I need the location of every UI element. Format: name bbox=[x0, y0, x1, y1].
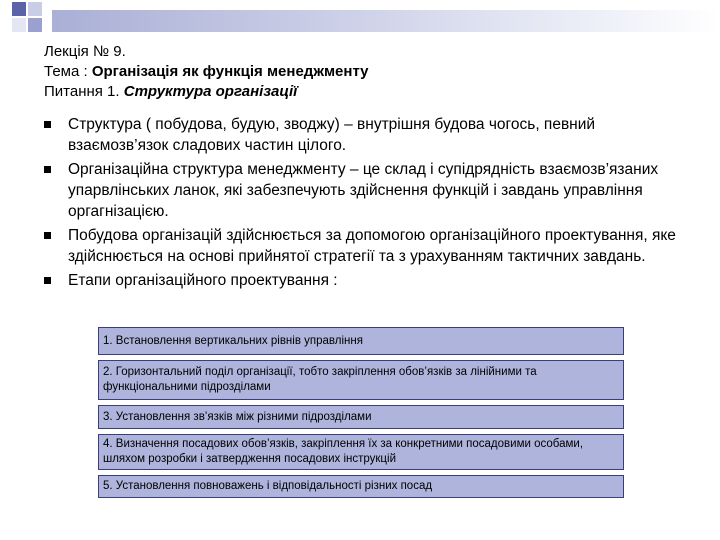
bullet-item bbox=[44, 225, 684, 267]
bullet-item bbox=[44, 159, 684, 222]
stage-box-3: 3. Установлення зв’язків між різними підрозділами bbox=[98, 405, 624, 429]
square-bullet-icon bbox=[44, 232, 51, 239]
stage-box-4: 4. Визначення посадових обов’язків, закріплення їх за конкретними посадовими особами, шляхом розробки і затвердження посадових інструкцій bbox=[98, 434, 624, 470]
square-bullet-icon bbox=[44, 121, 51, 128]
deco-gradient-bar bbox=[52, 10, 720, 32]
decorative-header-squares bbox=[0, 0, 720, 40]
square-bullet-icon bbox=[44, 277, 51, 284]
slide-header bbox=[44, 42, 369, 102]
bullet-item bbox=[44, 270, 684, 291]
bullet-text: Організаційна структура менеджменту – це склад і супідрядність взаємозв’язаних упарвлінських ланок, які забезпечують здійснення функцій і завдань управління оргагнізацією. bbox=[68, 161, 659, 220]
deco-square bbox=[12, 18, 26, 32]
square-bullet-icon bbox=[44, 166, 51, 173]
topic-line bbox=[44, 62, 369, 82]
question-line bbox=[44, 82, 369, 102]
deco-square bbox=[28, 18, 42, 32]
stage-box-1: 1. Встановлення вертикальних рівнів управління bbox=[98, 327, 624, 355]
bullet-item bbox=[44, 114, 684, 156]
deco-square bbox=[12, 2, 26, 16]
lecture-number: Лекція № 9. bbox=[44, 43, 126, 60]
question-title: Структура організації bbox=[123, 83, 298, 100]
topic-prefix: Тема : bbox=[44, 63, 92, 80]
stage-box-2: 2. Горизонтальний поділ організації, тобто закріплення обов’язків за лінійними та функціональними підрозділами bbox=[98, 360, 624, 400]
question-prefix: Питання 1. bbox=[44, 83, 124, 100]
deco-square bbox=[28, 2, 42, 16]
bullet-text: Етапи організаційного проектування : bbox=[68, 272, 338, 289]
bullet-text: Побудова організацій здійснюється за допомогою організаційного проектування, яке здійснюється на основі прийнятої стратегії та з урахуванням тактичних завдань. bbox=[68, 227, 676, 265]
bullet-text: Структура ( побудова, будую, зводжу) – внутрішня будова чогось, певний взаємозв’язок сладових частин цілого. bbox=[68, 116, 596, 154]
stage-box-5: 5. Установлення повноважень і відповідальності різних посад bbox=[98, 475, 624, 498]
bullet-list bbox=[44, 114, 684, 294]
topic-title: Організація як функція менеджменту bbox=[91, 63, 369, 80]
